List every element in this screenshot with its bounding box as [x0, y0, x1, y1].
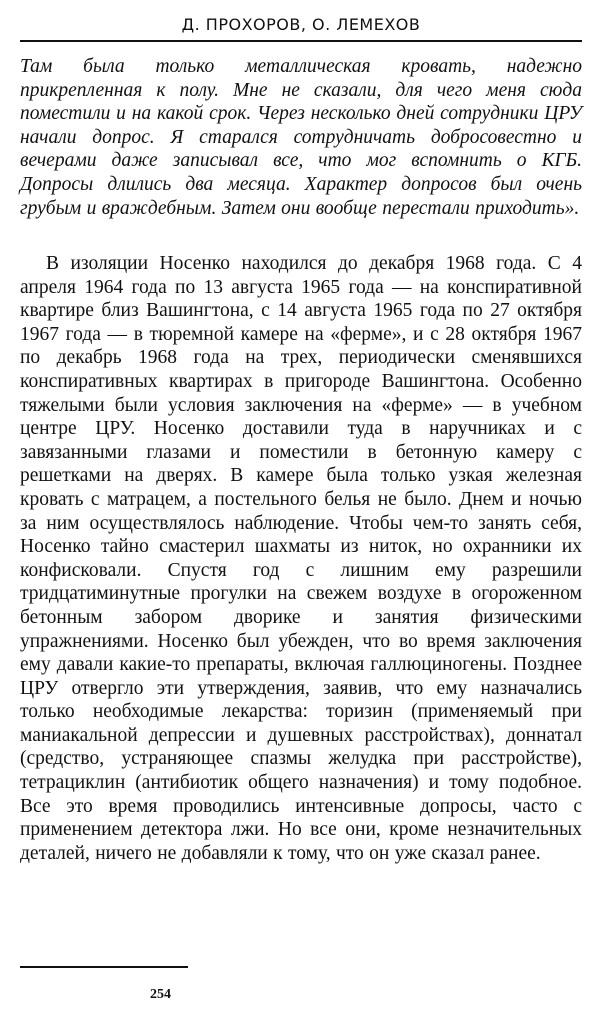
quote-block [20, 55, 582, 220]
running-header: Д. ПРОХОРОВ, О. ЛЕМЕХОВ [181, 15, 421, 34]
body-text [20, 252, 582, 865]
body-paragraph: В изоляции Носенко находился до декабря 1968 года. С 4 апреля 1964 года по 13 августа 1965 года — на конспиративной квартире близ Вашингтона, с 14 августа 1965 года по 27 октября 1967 года — в тюремной камере на «ферме», и с 28 октября 1967 по декабрь 1968 года на трех, периодически сменявшихся конспиративных квартирах в пригороде Вашингтона. Особенно тяжелыми были условия заключения на «ферме» — в учебном центре ЦРУ. Носенко доставили туда в наручниках и с завязанными глазами и поместили в бетонную камеру с решетками на дверях. В камере была только узкая железная кровать с матрацем, а постельного белья не было. Днем и ночью за ним осуществлялось наблюдение. Чтобы чем-то занять себя, Носенко тайно смастерил шахматы из ниток, но охранники их конфисковали. Спустя год с лишним ему разрешили тридцатиминутные прогулки на свежем воздухе в огороженном бетонным забором дворике и занятия физическими упражнениями. Носенко был убежден, что во время заключения ему давали какие-то препараты, включая галлюциногены. Позднее ЦРУ отвергло эти утверждения, заявив, что ему назначались только необходимые лекарства: торизин (применяемый при маниакальной депрессии и душевных расстройствах), доннатал (средство, устраняющее спазмы желудка при расстройстве), тетрациклин (антибиотик общего назначения) и тому подобное. Все это время проводились интенсивные допросы, часто с применением детектора лжи. Но все они, кроме незначительных деталей, ничего не добавляли к тому, что он уже сказал ранее. [20, 253, 582, 864]
footnote-rule [20, 966, 188, 968]
header-rule [20, 40, 582, 42]
page-number: 254 [150, 987, 171, 1002]
quote-paragraph: Там была только металлическая кровать, надежно прикрепленная к полу. Мне не сказали, для чего меня сюда поместили и на какой срок. Через несколько дней сотрудники ЦРУ начали допрос. Я старался сотрудничать добросовестно и вечерами даже записывал все, что мог вспомнить о КГБ. Допросы длились два месяца. Характер допросов был очень грубым и враждебным. Затем они вообще перестали приходить». [20, 56, 582, 219]
